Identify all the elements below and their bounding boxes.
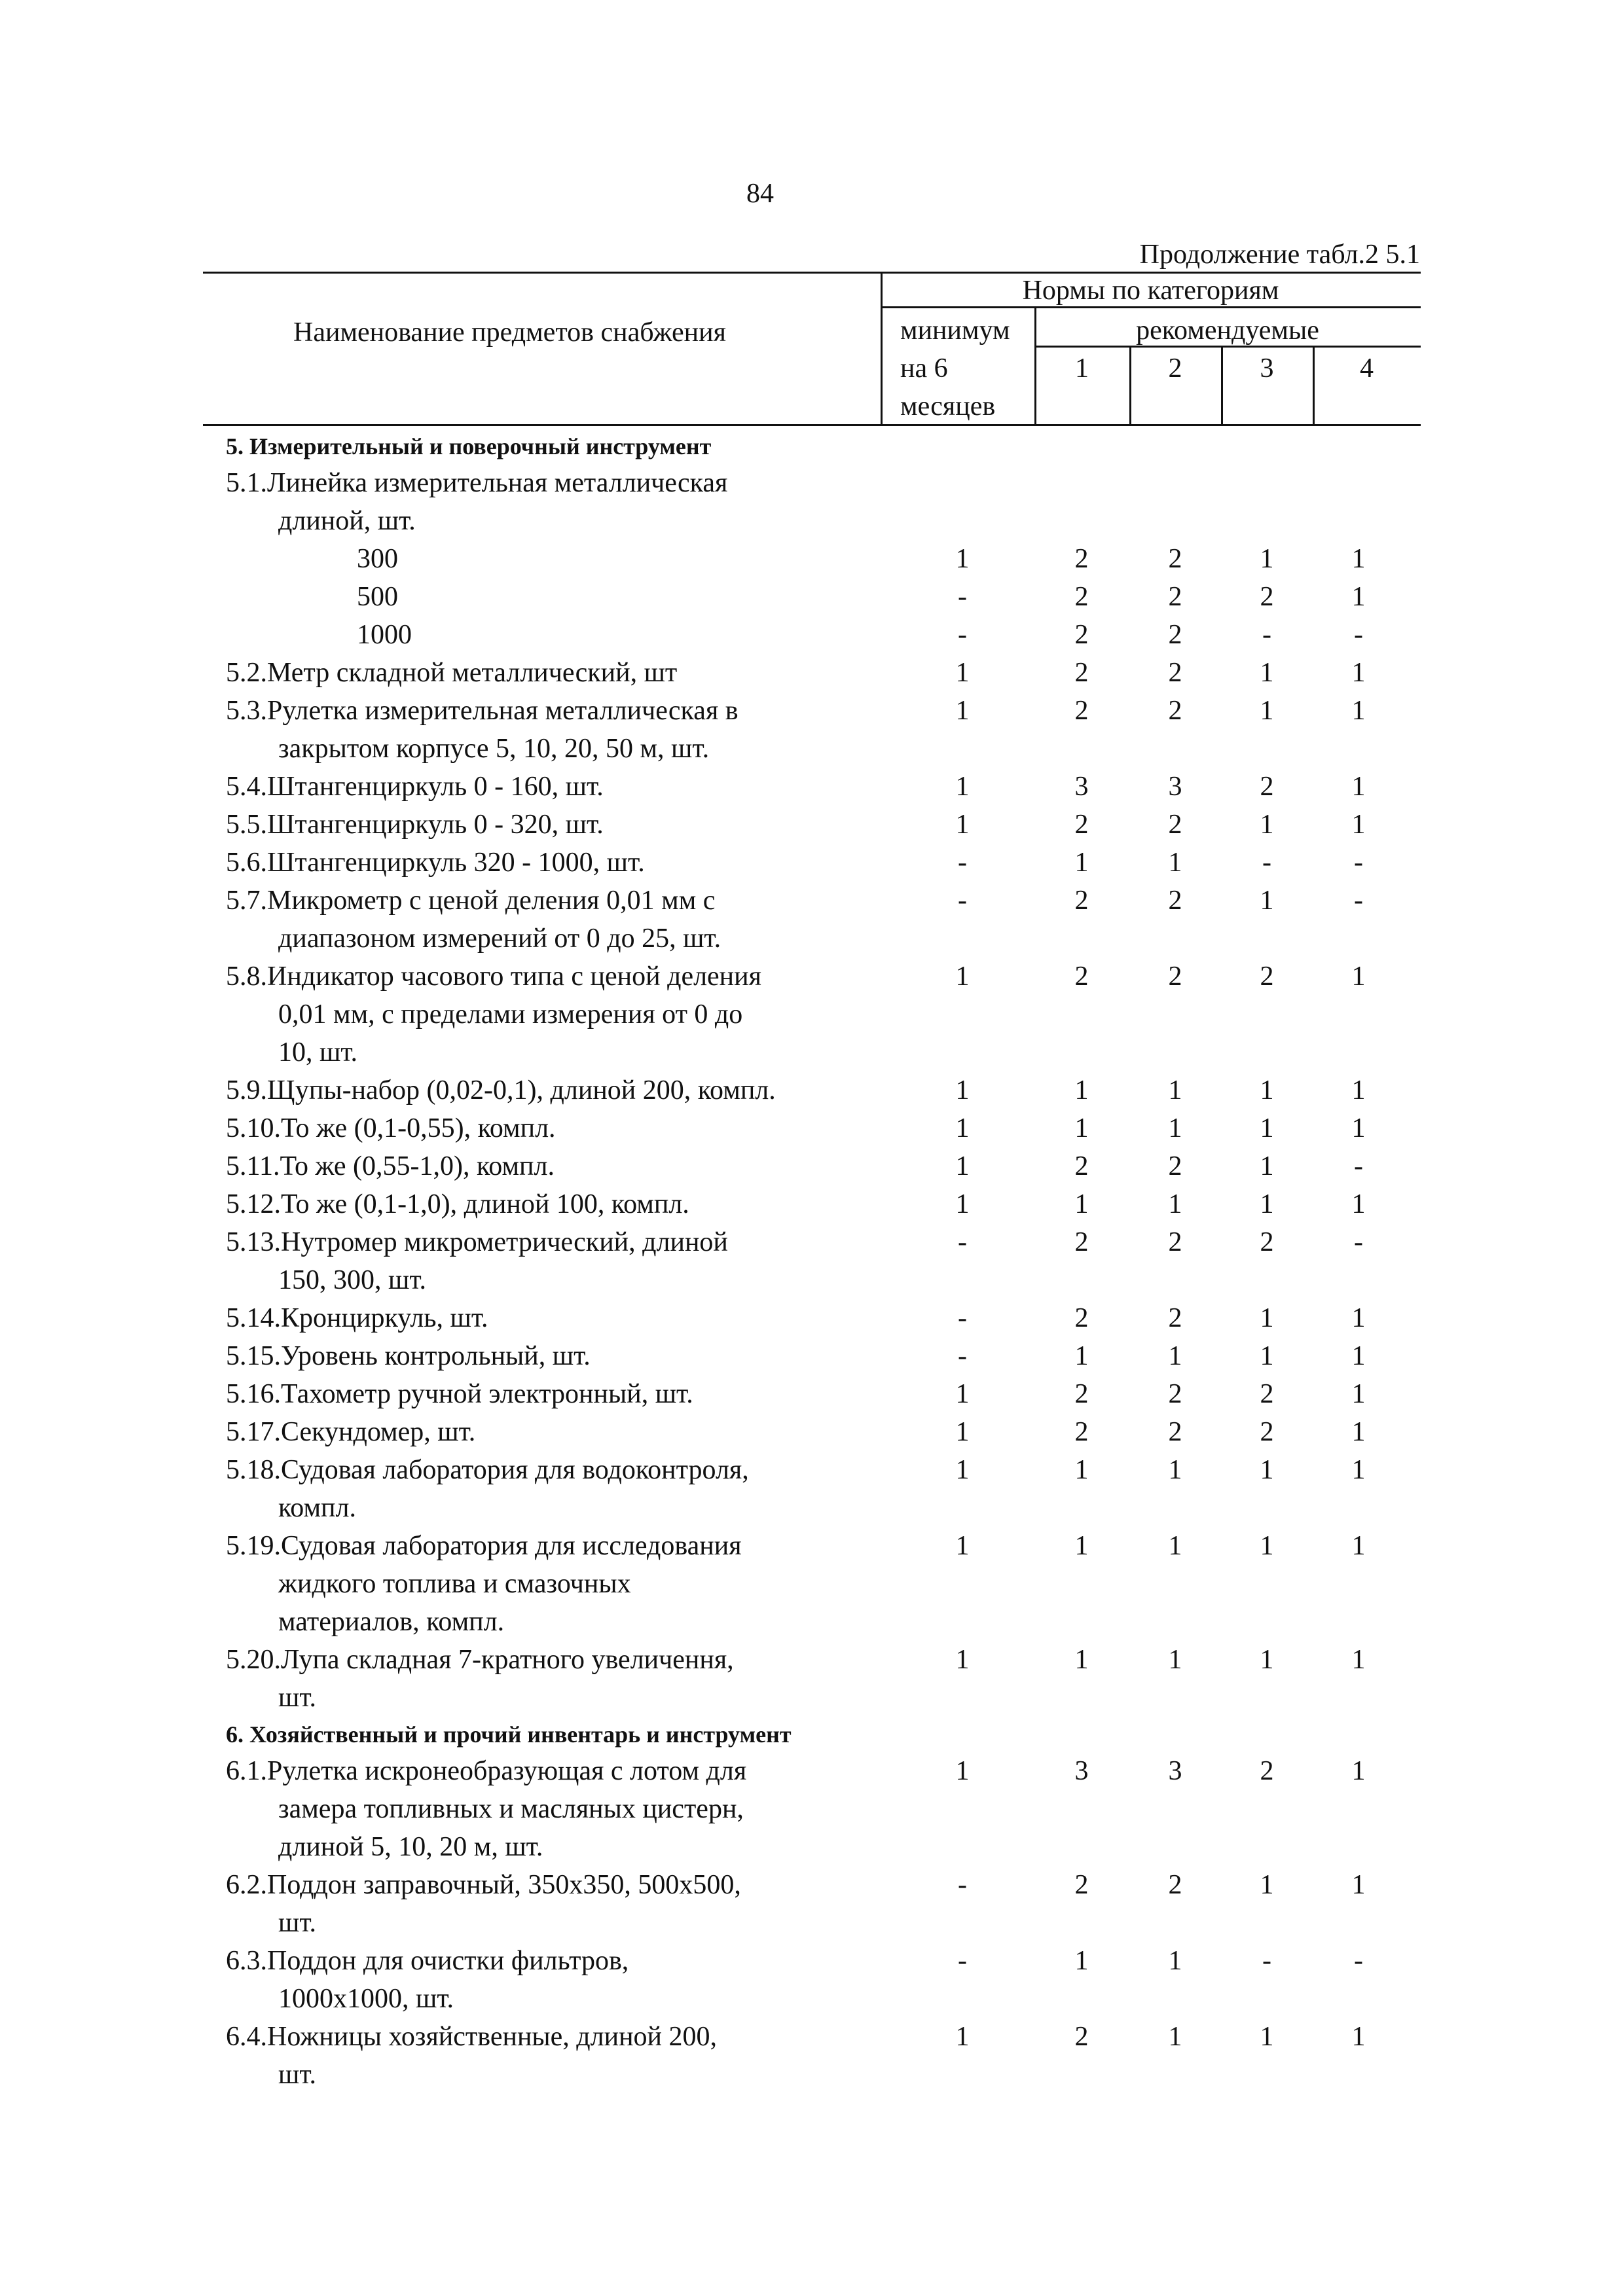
value-cat-1: 1 (1074, 1341, 1089, 1371)
value-minimum: 1 (955, 1151, 970, 1181)
value-minimum: - (958, 582, 967, 612)
item-name (226, 654, 887, 692)
item-name (226, 882, 887, 958)
value-cat-4: - (1354, 1227, 1363, 1257)
table-row (0, 958, 1623, 1071)
value-minimum: 1 (955, 772, 970, 802)
value-cat-3: 1 (1260, 1151, 1274, 1181)
value-cat-3: 2 (1260, 1379, 1274, 1409)
value-cat-3: 1 (1260, 2022, 1274, 2052)
value-cat-1: 2 (1074, 1303, 1089, 1333)
value-cat-3: 1 (1260, 1075, 1274, 1105)
value-minimum: 1 (955, 2022, 970, 2052)
table-row (0, 578, 1623, 616)
value-cat-4: - (1354, 1151, 1363, 1181)
table-row (0, 1299, 1623, 1337)
table-row (0, 1109, 1623, 1147)
value-cat-1: 1 (1074, 1645, 1089, 1675)
table-caption: Продолжение табл.2 5.1 (1139, 240, 1420, 270)
item-name (226, 2018, 887, 2094)
value-minimum: 1 (955, 544, 970, 574)
value-cat-1: 2 (1074, 961, 1089, 992)
item-name-line: 1000х1000, шт. (278, 1984, 454, 2014)
value-cat-1: 1 (1074, 1075, 1089, 1105)
item-name-line: 5.12.То же (0,1-1,0), длиной 100, компл. (226, 1189, 689, 1219)
item-name-line: 5.2.Метр складной металлический, шт (226, 658, 678, 688)
value-minimum: - (958, 886, 967, 916)
item-name (226, 1866, 887, 1942)
value-cat-3: - (1262, 1946, 1271, 1976)
value-cat-3: 1 (1260, 1870, 1274, 1900)
value-cat-3: 1 (1260, 1303, 1274, 1333)
item-name-line: шт. (278, 1908, 317, 1938)
table-body (0, 429, 1623, 2094)
item-name (226, 540, 887, 578)
table-row (0, 1527, 1623, 1641)
item-name-line: 5.9.Щупы-набор (0,02-0,1), длиной 200, компл. (226, 1075, 776, 1105)
value-minimum: 1 (955, 1379, 970, 1409)
value-cat-3: 1 (1260, 1645, 1274, 1675)
item-name (226, 1641, 887, 1717)
value-cat-4: 1 (1351, 1113, 1366, 1143)
table-row (0, 1337, 1623, 1375)
header-minimum-line3: месяцев (900, 391, 996, 422)
table-row (0, 1641, 1623, 1717)
value-cat-2: 2 (1168, 1151, 1182, 1181)
item-name (226, 692, 887, 768)
value-minimum: - (958, 1946, 967, 1976)
item-name-line: закрытом корпусе 5, 10, 20, 50 м, шт. (278, 734, 710, 764)
item-name-line: компл. (278, 1493, 356, 1523)
value-cat-3: 2 (1260, 961, 1274, 992)
page-number: 84 (746, 179, 774, 209)
value-cat-2: 2 (1168, 886, 1182, 916)
item-name (226, 1185, 887, 1223)
value-cat-2: 2 (1168, 658, 1182, 688)
item-name (226, 1071, 887, 1109)
item-name (226, 1527, 887, 1641)
table-row (0, 692, 1623, 768)
item-name-line: 6.3.Поддон для очистки фильтров, (226, 1946, 629, 1976)
value-cat-4: 1 (1351, 1455, 1366, 1485)
item-name (226, 1299, 887, 1337)
value-cat-3: - (1262, 620, 1271, 650)
value-cat-2: 2 (1168, 620, 1182, 650)
item-name (226, 1451, 887, 1527)
item-name-line: 5.16.Тахометр ручной электронный, шт. (226, 1379, 693, 1409)
value-cat-4: 1 (1351, 1531, 1366, 1561)
value-cat-1: 1 (1074, 1531, 1089, 1561)
item-name-line: жидкого топлива и смазочных (278, 1569, 631, 1599)
item-name-line: 5.15.Уровень контрольный, шт. (226, 1341, 591, 1371)
item-name-line: шт. (278, 1683, 317, 1713)
table-row (0, 806, 1623, 844)
value-cat-2: 2 (1168, 1417, 1182, 1447)
value-cat-1: 1 (1074, 1189, 1089, 1219)
value-cat-2: 1 (1168, 2022, 1182, 2052)
item-name-line: 6.1.Рулетка искронеобразующая с лотом для (226, 1756, 747, 1786)
value-cat-1: 3 (1074, 1756, 1089, 1786)
norms-rule (881, 306, 1421, 308)
table-top-rule (203, 272, 1421, 274)
item-name-line: длиной 5, 10, 20 м, шт. (278, 1832, 543, 1862)
item-name-line: 6.4.Ножницы хозяйственные, длиной 200, (226, 2022, 718, 2052)
value-cat-1: 2 (1074, 1227, 1089, 1257)
header-minimum-line1: минимум (900, 315, 1010, 346)
item-name (226, 616, 887, 654)
header-minimum-line2: на 6 (900, 353, 948, 384)
item-name-line: 150, 300, шт. (278, 1265, 427, 1295)
value-cat-4: 1 (1351, 1756, 1366, 1786)
item-name-line: 5.5.Штангенциркуль 0 - 320, шт. (226, 810, 604, 840)
value-cat-4: - (1354, 848, 1363, 878)
value-cat-2: 2 (1168, 544, 1182, 574)
value-cat-4: 1 (1351, 1341, 1366, 1371)
value-cat-2: 2 (1168, 961, 1182, 992)
table-row (0, 1147, 1623, 1185)
item-name (226, 958, 887, 1071)
value-cat-4: 1 (1351, 961, 1366, 992)
value-minimum: 1 (955, 1756, 970, 1786)
value-cat-2: 1 (1168, 1075, 1182, 1105)
recommended-rule (1034, 346, 1421, 348)
value-minimum: - (958, 848, 967, 878)
value-cat-3: 1 (1260, 1189, 1274, 1219)
table-row (0, 844, 1623, 882)
value-cat-4: 1 (1351, 810, 1366, 840)
value-minimum: 1 (955, 1645, 970, 1675)
value-cat-2: 2 (1168, 1379, 1182, 1409)
header-name-column: Наименование предметов снабжения (293, 317, 726, 348)
value-cat-3: 1 (1260, 544, 1274, 574)
item-name-line: 0,01 мм, с пределами измерения от 0 до (278, 999, 743, 1030)
value-minimum: - (958, 1341, 967, 1371)
value-cat-4: - (1354, 620, 1363, 650)
table-row (0, 882, 1623, 958)
item-name-line: 5.14.Кронциркуль, шт. (226, 1303, 488, 1333)
item-name-line: диапазоном измерений от 0 до 25, шт. (278, 924, 721, 954)
item-name (226, 1942, 887, 2018)
section-heading-text: 5. Измерительный и поверочный инструмент (226, 433, 712, 459)
value-cat-2: 2 (1168, 582, 1182, 612)
item-name (226, 578, 887, 616)
value-cat-1: 2 (1074, 886, 1089, 916)
value-cat-4: 1 (1351, 696, 1366, 726)
item-name (226, 806, 887, 844)
value-cat-3: 2 (1260, 1756, 1274, 1786)
item-name-line: 10, шт. (278, 1037, 358, 1067)
value-cat-2: 1 (1168, 1341, 1182, 1371)
value-cat-3: 1 (1260, 1341, 1274, 1371)
value-cat-3: 2 (1260, 1227, 1274, 1257)
item-name (226, 464, 887, 540)
table-row (0, 1413, 1623, 1451)
header-category-4: 4 (1360, 353, 1374, 384)
value-cat-4: 1 (1351, 1189, 1366, 1219)
header-category-1: 1 (1075, 353, 1089, 384)
value-cat-1: 2 (1074, 1870, 1089, 1900)
table-header-bottom-rule (203, 424, 1421, 426)
item-name-line: 5.11.То же (0,55-1,0), компл. (226, 1151, 555, 1181)
value-cat-3: 1 (1260, 696, 1274, 726)
item-name-line: 5.10.То же (0,1-0,55), компл. (226, 1113, 556, 1143)
value-minimum: - (958, 1303, 967, 1333)
item-name-line: 5.1.Линейка измерительная металлическая (226, 468, 728, 498)
value-cat-1: 1 (1074, 848, 1089, 878)
value-minimum: 1 (955, 696, 970, 726)
value-cat-1: 3 (1074, 772, 1089, 802)
item-name (226, 1413, 887, 1451)
item-name-line: 300 (357, 544, 398, 574)
value-cat-1: 1 (1074, 1113, 1089, 1143)
value-cat-2: 3 (1168, 1756, 1182, 1786)
value-cat-2: 1 (1168, 1531, 1182, 1561)
header-category-3: 3 (1260, 353, 1274, 384)
value-cat-4: 1 (1351, 1379, 1366, 1409)
value-cat-4: 1 (1351, 1417, 1366, 1447)
value-cat-1: 1 (1074, 1946, 1089, 1976)
section-heading (0, 1717, 1623, 1752)
value-cat-1: 2 (1074, 1379, 1089, 1409)
item-name (226, 1223, 887, 1299)
table-row (0, 1375, 1623, 1413)
value-cat-4: 1 (1351, 1870, 1366, 1900)
item-name-line: 5.19.Судовая лаборатория для исследования (226, 1531, 742, 1561)
value-cat-1: 2 (1074, 620, 1089, 650)
item-name (226, 844, 887, 882)
table-row (0, 1752, 1623, 1866)
value-cat-4: 1 (1351, 544, 1366, 574)
value-cat-2: 1 (1168, 1645, 1182, 1675)
item-name-line: 5.7.Микрометр с ценой деления 0,01 мм с (226, 886, 716, 916)
value-minimum: 1 (955, 1075, 970, 1105)
value-cat-1: 2 (1074, 544, 1089, 574)
value-minimum: 1 (955, 1531, 970, 1561)
value-cat-4: 1 (1351, 1645, 1366, 1675)
table-row (0, 464, 1623, 540)
item-name-line: 5.6.Штангенциркуль 320 - 1000, шт. (226, 848, 645, 878)
item-name-line: шт. (278, 2060, 317, 2090)
value-cat-4: 1 (1351, 1075, 1366, 1105)
value-cat-1: 2 (1074, 1417, 1089, 1447)
item-name-line: 5.18.Судовая лаборатория для водоконтроля, (226, 1455, 749, 1485)
value-cat-1: 1 (1074, 1455, 1089, 1485)
value-cat-4: 1 (1351, 658, 1366, 688)
value-cat-3: 2 (1260, 772, 1274, 802)
value-minimum: 1 (955, 1417, 970, 1447)
value-minimum: 1 (955, 1455, 970, 1485)
header-norms: Нормы по категориям (1022, 276, 1279, 306)
item-name-line: 5.17.Секундомер, шт. (226, 1417, 476, 1447)
value-minimum: 1 (955, 810, 970, 840)
value-cat-3: 2 (1260, 582, 1274, 612)
item-name-line: 6.2.Поддон заправочный, 350х350, 500х500, (226, 1870, 741, 1900)
item-name-line: материалов, компл. (278, 1607, 505, 1637)
value-cat-2: 1 (1168, 1113, 1182, 1143)
section-heading-text: 6. Хозяйственный и прочий инвентарь и инструмент (226, 1721, 792, 1748)
value-cat-4: - (1354, 886, 1363, 916)
value-minimum: - (958, 1227, 967, 1257)
table-row (0, 1071, 1623, 1109)
value-cat-4: 1 (1351, 2022, 1366, 2052)
item-name-line: замера топливных и масляных цистерн, (278, 1794, 744, 1824)
value-cat-3: 1 (1260, 810, 1274, 840)
table-row (0, 616, 1623, 654)
item-name-line: 1000 (357, 620, 412, 650)
item-name (226, 768, 887, 806)
value-cat-4: - (1354, 1946, 1363, 1976)
value-cat-2: 1 (1168, 1189, 1182, 1219)
value-minimum: - (958, 1870, 967, 1900)
value-cat-1: 2 (1074, 810, 1089, 840)
table-row (0, 1451, 1623, 1527)
value-cat-3: 1 (1260, 886, 1274, 916)
table-row (0, 654, 1623, 692)
value-cat-3: 2 (1260, 1417, 1274, 1447)
value-cat-3: 1 (1260, 1113, 1274, 1143)
value-cat-2: 1 (1168, 1946, 1182, 1976)
value-cat-3: 1 (1260, 1531, 1274, 1561)
value-cat-3: 1 (1260, 658, 1274, 688)
item-name (226, 1147, 887, 1185)
section-heading (0, 429, 1623, 464)
value-cat-2: 3 (1168, 772, 1182, 802)
value-cat-2: 2 (1168, 810, 1182, 840)
value-cat-4: 1 (1351, 1303, 1366, 1333)
header-recommended: рекомендуемые (1136, 315, 1319, 346)
value-cat-1: 2 (1074, 696, 1089, 726)
value-cat-1: 2 (1074, 582, 1089, 612)
table-row (0, 2018, 1623, 2094)
value-minimum: 1 (955, 1113, 970, 1143)
item-name-line: 5.13.Нутромер микрометрический, длиной (226, 1227, 728, 1257)
value-cat-2: 2 (1168, 1870, 1182, 1900)
item-name-line: 5.8.Индикатор часового типа с ценой деления (226, 961, 761, 992)
value-cat-4: 1 (1351, 582, 1366, 612)
item-name-line: 500 (357, 582, 398, 612)
value-cat-3: 1 (1260, 1455, 1274, 1485)
item-name (226, 1109, 887, 1147)
value-cat-4: 1 (1351, 772, 1366, 802)
item-name (226, 1337, 887, 1375)
item-name-line: длиной, шт. (278, 506, 416, 536)
item-name-line: 5.20.Лупа складная 7-кратного увеличення, (226, 1645, 734, 1675)
value-cat-1: 2 (1074, 2022, 1089, 2052)
value-minimum: 1 (955, 961, 970, 992)
value-cat-3: - (1262, 848, 1271, 878)
value-cat-1: 2 (1074, 1151, 1089, 1181)
table-row (0, 1866, 1623, 1942)
table-row (0, 768, 1623, 806)
value-cat-2: 2 (1168, 1303, 1182, 1333)
table-row (0, 1185, 1623, 1223)
value-cat-2: 2 (1168, 696, 1182, 726)
item-name-line: 5.3.Рулетка измерительная металлическая в (226, 696, 739, 726)
table-row (0, 1223, 1623, 1299)
value-minimum: 1 (955, 1189, 970, 1219)
value-minimum: - (958, 620, 967, 650)
item-name (226, 1752, 887, 1866)
value-cat-2: 1 (1168, 848, 1182, 878)
table-row (0, 540, 1623, 578)
value-minimum: 1 (955, 658, 970, 688)
header-category-2: 2 (1168, 353, 1182, 384)
item-name-line: 5.4.Штангенциркуль 0 - 160, шт. (226, 772, 604, 802)
value-cat-2: 1 (1168, 1455, 1182, 1485)
table-row (0, 1942, 1623, 2018)
item-name (226, 1375, 887, 1413)
value-cat-1: 2 (1074, 658, 1089, 688)
value-cat-2: 2 (1168, 1227, 1182, 1257)
